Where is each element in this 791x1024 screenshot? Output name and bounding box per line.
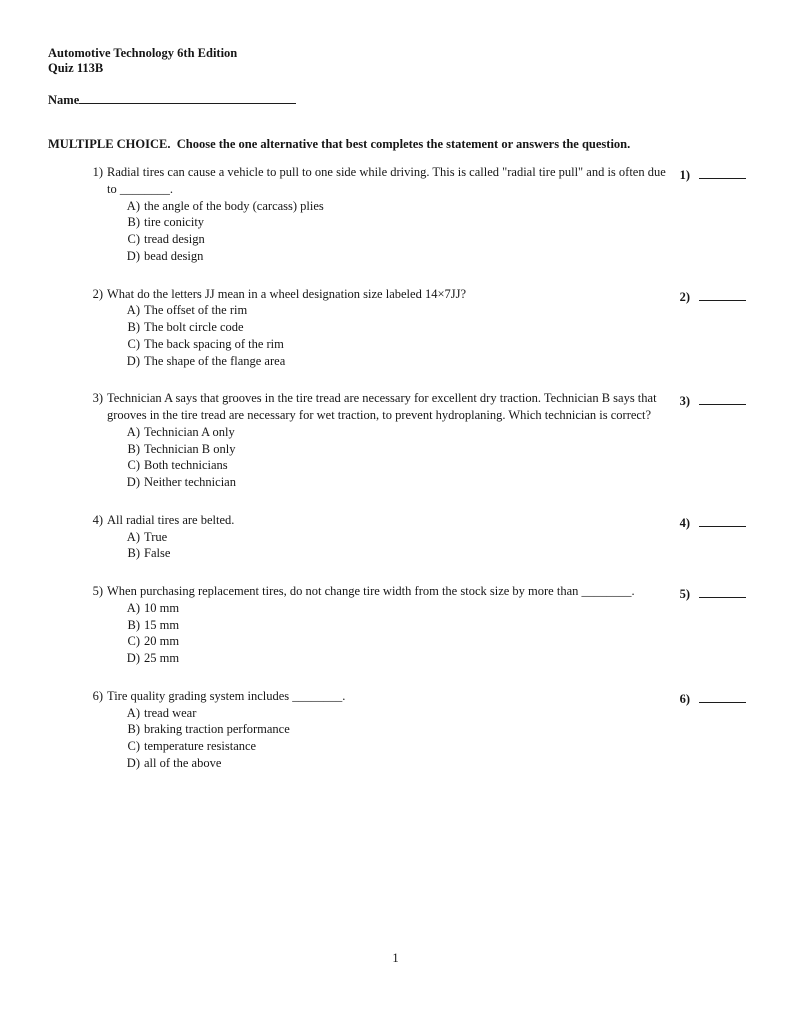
answer-blank-line[interactable] [699,512,746,527]
option-letter: B) [127,722,140,737]
option-letter: A) [126,303,140,318]
question-block [48,688,746,772]
question-body [107,286,667,370]
answer-option [107,441,667,458]
option-text: The bolt circle code [144,320,244,334]
answer-slot [680,583,746,603]
answer-option [107,424,667,441]
option-letter: D) [126,651,140,665]
answer-option [107,633,667,650]
question-options [107,302,667,369]
answer-option [107,617,667,634]
page-number: 1 [392,951,399,965]
document-header [48,46,746,75]
answer-number: 3) [679,394,690,409]
option-text: The shape of the flange area [144,353,286,368]
name-blank-line[interactable] [79,90,296,104]
option-letter: D) [126,755,140,770]
option-text: tire conicity [144,215,205,230]
answer-slot [680,688,746,708]
question-block [48,583,746,667]
option-text: 20 mm [144,634,180,649]
question-body [107,688,667,772]
answer-option [107,545,667,562]
option-letter: C) [127,458,140,473]
question-text: All radial tires are belted. [107,512,235,527]
option-text: bead design [144,248,204,263]
answer-option [107,198,667,215]
question-number: 1) [92,165,103,179]
answer-number: 5) [679,587,690,601]
option-text: 15 mm [144,617,180,632]
answer-option [107,353,667,370]
answer-option [107,650,667,667]
option-letter: B) [127,215,140,230]
answer-option [107,457,667,474]
question-number: 6) [92,688,103,703]
option-text: 25 mm [144,651,180,665]
option-letter: B) [127,320,140,334]
question-options [107,705,667,772]
question-text: What do the letters JJ mean in a wheel designation size labeled 14×7JJ? [107,286,467,301]
answer-blank-line[interactable] [699,286,746,301]
answer-number: 4) [679,515,690,530]
question-block [48,164,746,265]
name-row [48,90,746,108]
option-text: True [144,529,168,544]
question-block [48,286,746,370]
answer-blank-line[interactable] [699,688,746,703]
option-letter: B) [127,546,140,561]
answer-blank-line[interactable] [699,583,746,598]
option-letter: D) [126,475,140,489]
answer-option [107,319,667,336]
answer-slot [680,286,746,306]
question-block [48,512,746,562]
answer-number: 1) [679,168,690,182]
answer-option [107,600,667,617]
option-text: tread wear [144,705,197,720]
answer-option [107,705,667,722]
question-number: 4) [92,512,103,527]
quiz-number: Quiz 113B [48,60,104,75]
option-letter: A) [126,424,140,439]
answer-blank-line[interactable] [699,390,746,405]
question-options [107,600,667,667]
question-body [107,164,667,265]
option-text: braking traction performance [144,722,290,737]
option-letter: C) [127,232,140,246]
question-text: Radial tires can cause a vehicle to pull to one side while driving. This is called "radial tire pull" and is often due to ________. [107,165,666,196]
answer-option [107,529,667,546]
section-heading: MULTIPLE CHOICE. Choose the one alternative that best completes the statement or answers the question. [48,137,631,151]
option-letter: A) [126,600,140,615]
answer-slot [680,512,746,532]
question-options [107,424,667,491]
question-text: Tire quality grading system includes ________. [107,688,346,703]
question-body [107,390,667,491]
question-text: Technician A says that grooves in the tire tread are necessary for excellent dry traction. Technician B says that grooves in the tire tread are necessary for wet traction, to prevent hydroplaning. Which technician is correct? [107,391,657,422]
option-text: The back spacing of the rim [144,336,284,351]
option-text: temperature resistance [144,739,257,753]
option-letter: A) [126,198,140,213]
option-text: 10 mm [144,600,180,615]
name-label: Name [48,93,80,107]
option-text: the angle of the body (carcass) plies [144,198,324,213]
option-letter: D) [126,353,140,368]
option-text: The offset of the rim [144,303,248,318]
answer-blank-line[interactable] [699,164,746,179]
answer-option [107,738,667,755]
answer-option [107,755,667,772]
question-number: 5) [92,584,103,598]
answer-option [107,231,667,248]
option-letter: C) [127,336,140,351]
answer-number: 6) [679,691,690,706]
question-body [107,512,667,562]
question-number: 3) [92,391,103,406]
answer-slot [680,390,746,410]
option-text: Both technicians [144,458,228,473]
question-number: 2) [92,286,103,301]
question-text: When purchasing replacement tires, do not change tire width from the stock size by more than ________. [107,584,635,598]
answer-option [107,248,667,265]
answer-option [107,474,667,491]
question-options [107,198,667,265]
option-text: Neither technician [144,475,236,489]
option-text: all of the above [144,755,222,770]
option-text: tread design [144,232,205,246]
option-letter: B) [127,441,140,456]
option-letter: A) [126,529,140,544]
answer-number: 2) [679,289,690,304]
answer-option [107,214,667,231]
option-letter: B) [127,617,140,632]
question-body [107,583,667,667]
answer-option [107,721,667,738]
option-letter: D) [126,248,140,263]
option-letter: C) [127,739,140,753]
option-letter: C) [127,634,140,649]
answer-option [107,336,667,353]
option-letter: A) [126,705,140,720]
answer-slot [680,164,746,184]
answer-option [107,302,667,319]
option-text: Technician B only [144,441,236,456]
course-title: Automotive Technology 6th Edition [48,46,238,60]
option-text: False [144,546,171,561]
option-text: Technician A only [144,424,235,439]
question-options [107,529,667,563]
question-block [48,390,746,491]
questions-list [48,164,746,772]
